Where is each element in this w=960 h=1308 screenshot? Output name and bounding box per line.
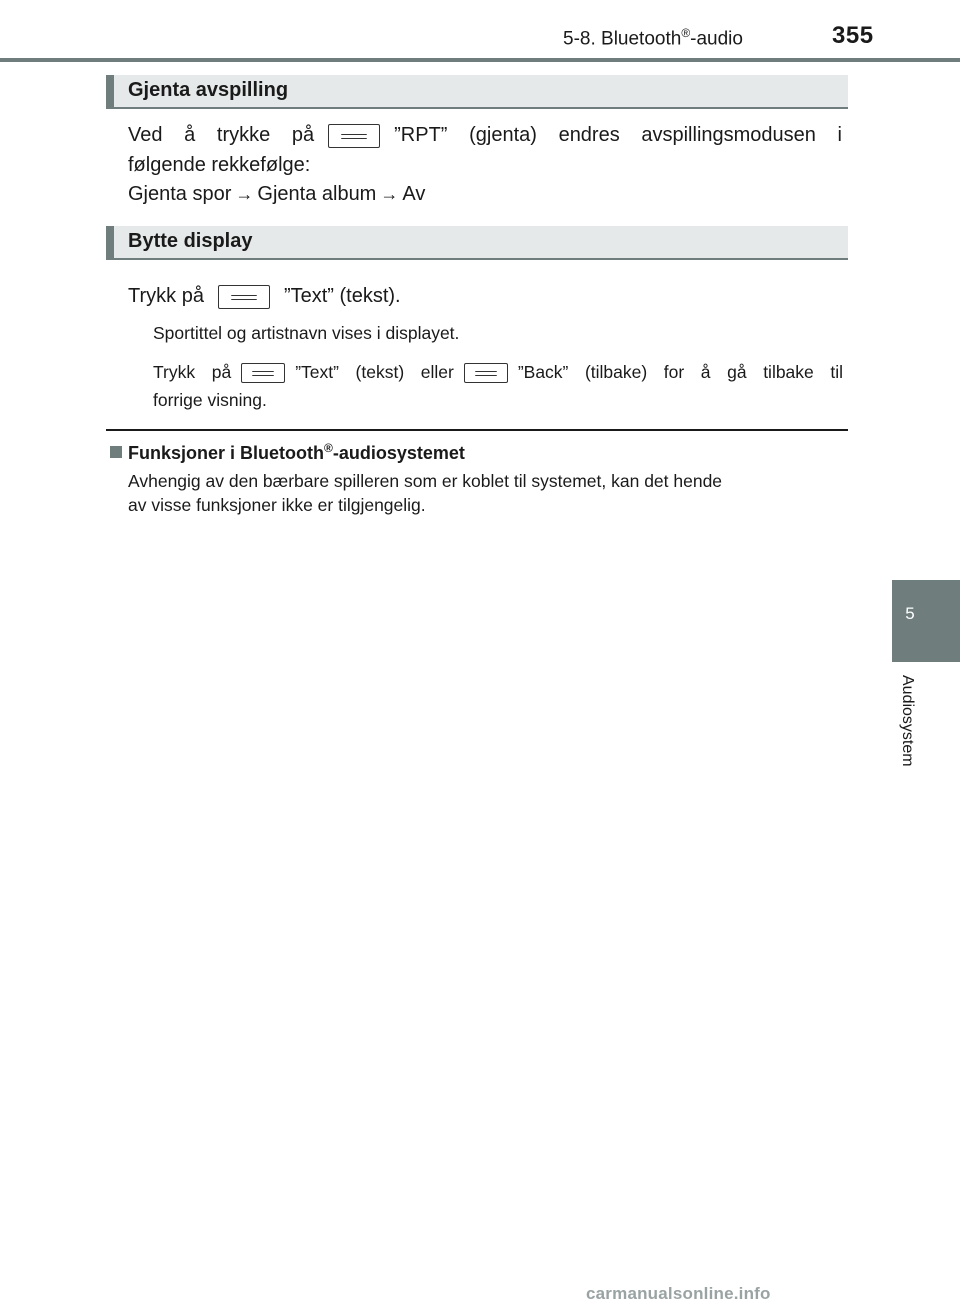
heading-switch-display: Bytte display (106, 226, 848, 260)
section-title: 5-8. Bluetooth®-audio (563, 26, 743, 50)
header-rule (0, 58, 960, 62)
repeat-sequence: Gjenta spor → Gjenta album → Av (128, 179, 842, 209)
repeat-paragraph-line1: Ved å trykke på ”RPT” (gjenta) endres avspillingsmodusen i (128, 124, 842, 146)
repeat-paragraph-line2: følgende rekkefølge: (128, 154, 311, 176)
heading-repeat-playback: Gjenta avspilling (106, 75, 848, 109)
arrow-right-icon: → (235, 184, 254, 204)
note-divider (106, 429, 848, 431)
page-number: 355 (832, 22, 874, 49)
note-title: Funksjoner i Bluetooth®-audiosystemet (110, 441, 465, 464)
arrow-right-icon: → (380, 184, 399, 204)
text-button-icon (218, 285, 270, 309)
text-button-icon (241, 363, 285, 383)
display-paragraph: Trykk på ”Text” (tekst). (128, 285, 401, 307)
display-sub2-line1: Trykk på ”Text” (tekst) eller ”Back” (tilbake) for å gå tilbake til (153, 362, 844, 382)
chapter-tab[interactable] (892, 580, 960, 662)
display-sub1: Sportittel og artistnavn vises i displayet. (153, 323, 460, 343)
chapter-number: 5 (905, 604, 915, 623)
square-bullet-icon (110, 446, 122, 458)
back-button-icon (464, 363, 508, 383)
watermark: carmanualsonline.info (586, 1284, 771, 1303)
display-sub2-line2: forrige visning. (153, 390, 267, 410)
chapter-label: Audiosystem (899, 675, 916, 767)
rpt-button-icon (328, 124, 380, 148)
note-body: Avhengig av den bærbare spilleren som er koblet til systemet, kan det hende av visse funksjoner ikke er tilgjengelig. (128, 471, 723, 515)
